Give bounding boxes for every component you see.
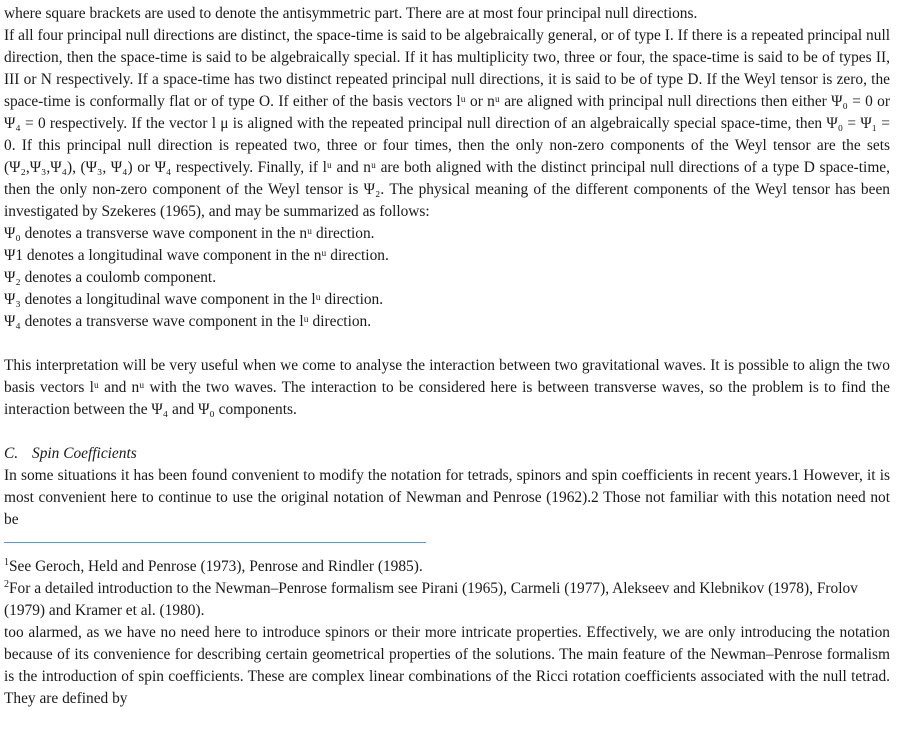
- footnote-mark: 2: [4, 578, 9, 590]
- footnote-2: [4, 578, 890, 622]
- footnote-text: For a detailed introduction to the Newman–Penrose formalism see Pirani (1965), Carmeli (1977), Alekseev and Klebnikov (1978), Frolov (1979) and Kramer et al. (1980).: [4, 580, 858, 619]
- list-item: Ψ1 denotes a longitudinal wave component in the nᵘ direction.: [4, 247, 389, 264]
- paragraph-spacer: [4, 421, 890, 443]
- section-number: C.: [4, 445, 19, 462]
- footnote-mark: 1: [4, 556, 9, 568]
- footnote-1: [4, 556, 890, 578]
- list-item: Ψ₀ denotes a transverse wave component in the nᵘ direction.: [4, 225, 375, 242]
- footnote-text: See Geroch, Held and Penrose (1973), Penrose and Rindler (1985).: [9, 558, 423, 575]
- paragraph-opening-line: where square brackets are used to denote the antisymmetric part. There are at most four principal null directions.: [4, 5, 698, 22]
- list-item: Ψ₃ denotes a longitudinal wave component in the lᵘ direction.: [4, 291, 384, 308]
- list-item: Ψ₄ denotes a transverse wave component in the lᵘ direction.: [4, 313, 372, 330]
- footnote-separator: [4, 542, 426, 543]
- section-heading: [4, 443, 890, 465]
- paragraph-spin-coefficients: In some situations it has been found convenient to modify the notation for tetrads, spinors and spin coefficients in recent years.1 However, it is most convenient here to continue to use the original notation of Newman and Penrose (1962).2 Those not familiar with this notation need not be: [4, 467, 890, 528]
- paragraph-continuation: too alarmed, as we have no need here to introduce spinors or their more intricate properties. Effectively, we are only introducing the notation because of its convenience for describing certain geometrical properties of the solutions. The main feature of the Newman–Penrose formalism is the introduction of spin coefficients. These are complex linear combinations of the Ricci rotation coefficients associated with the null tetrad. They are defined by: [4, 624, 890, 707]
- weyl-components-list: [4, 223, 890, 333]
- document-page: [4, 3, 890, 710]
- list-item: Ψ₂ denotes a coulomb component.: [4, 269, 217, 286]
- paragraph-algebraic-types: If all four principal null directions are distinct, the space-time is said to be algebraically general, or of type I. If there is a repeated principal null direction, then the space-time is said to be algebraically special. If it has multiplicity two, three or four, the space-time is said to be of types II, III or N respectively. If a space-time has two distinct repeated principal null directions, it is said to be of type D. If the Weyl tensor is zero, the space-time is conformally flat or of type O. If either of the basis vectors lᵘ or nᵘ are aligned with principal null directions then either Ψ₀ = 0 or Ψ₄ = 0 respectively. If the vector l μ is aligned with the repeated principal null direction of an algebraically special space-time, then Ψ₀ = Ψ₁ = 0. If this principal null direction is repeated two, three or four times, then the only non-zero components of the Weyl tensor are the sets (Ψ₂,Ψ₃,Ψ₄), (Ψ₃, Ψ₄) or Ψ₄ respectively. Finally, if lᵘ and nᵘ are both aligned with the distinct principal null directions of a type D space-time, then the only non-zero component of the Weyl tensor is Ψ₂. The physical meaning of the different components of the Weyl tensor has been investigated by Szekeres (1965), and may be summarized as follows:: [4, 27, 890, 220]
- paragraph-spacer: [4, 333, 890, 355]
- paragraph-interpretation: This interpretation will be very useful when we come to analyse the interaction between two gravitational waves. It is possible to align the two basis vectors lᵘ and nᵘ with the two waves. The interaction to be considered here is between transverse waves, so the problem is to find the interaction between the Ψ₄ and Ψ₀ components.: [4, 357, 890, 418]
- section-title: Spin Coefficients: [32, 445, 137, 462]
